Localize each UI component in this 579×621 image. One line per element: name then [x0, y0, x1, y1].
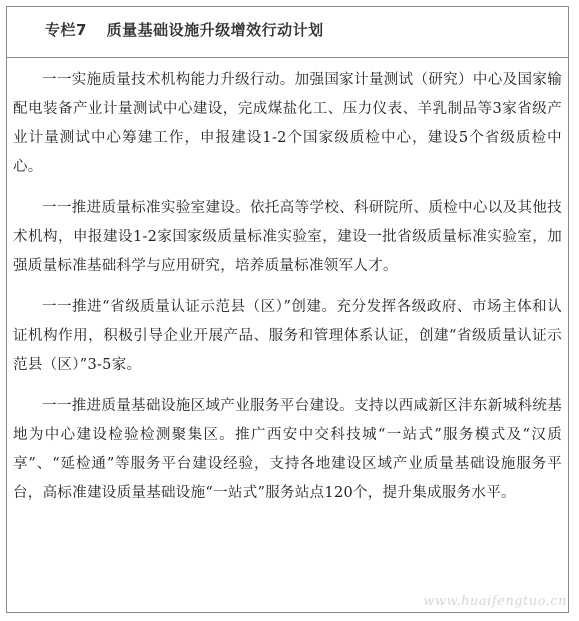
watermark: www.huaifengtuo.cn — [423, 594, 567, 609]
column-label: 专栏7 — [45, 21, 87, 39]
column-title: 质量基础设施升级增效行动计划 — [106, 21, 324, 39]
column-content — [7, 58, 568, 508]
paragraph-certification-county: 一一推进“省级质量认证示范县（区）”创建。充分发挥各级政府、市场主体和认证机构作用，积极引导企业开展产品、服务和管理体系认证，创建“省级质量认证示范县（区）”3-5家。 — [13, 299, 562, 373]
paragraph-service-platform: 一一推进质量基础设施区域产业服务平台建设。支持以西咸新区沣东新城科统基地为中心建设检验检测聚集区。推广西安中交科技城“一站式”服务模式及“汉质享”、“延检通”等服务平台建设经验，支持各地建设区域产业质量基础设施服务平台，高标准建设质量基础设施“一站式”服务站点120个，提升集成服务水平。 — [13, 398, 562, 501]
special-column-box — [6, 6, 569, 613]
paragraph-metrology-upgrade: 一一实施质量技术机构能力升级行动。加强国家计量测试（研究）中心及国家输配电装备产业计量测试中心建设，完成煤盐化工、压力仪表、羊乳制品等3家省级产业计量测试中心筹建工作，申报建设1-2个国家级质检中心，建设5个省级质检中心。 — [13, 72, 562, 175]
paragraph-standards-lab: 一一推进质量标准实验室建设。依托高等学校、科研院所、质检中心以及其他技术机构，申报建设1-2家国家级质量标准实验室，建设一批省级质量标准实验室，加强质量标准基础科学与应用研究，培养质量标准领军人才。 — [13, 200, 562, 274]
column-header — [7, 7, 568, 58]
